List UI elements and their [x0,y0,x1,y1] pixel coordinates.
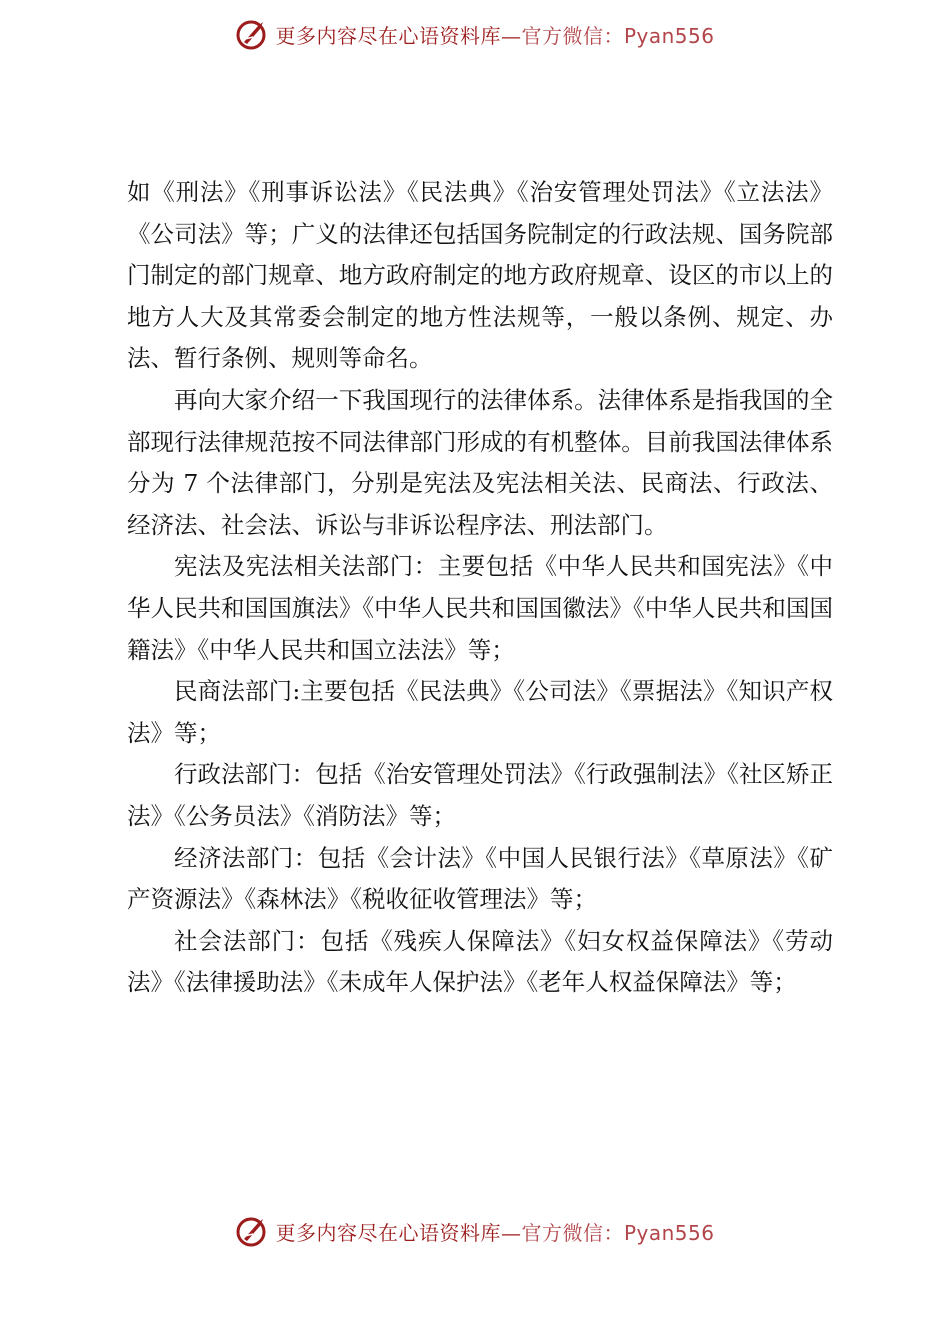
paragraph-7: 社会法部门：包括《残疾人保障法》《妇女权益保障法》《劳动法》《法律援助法》《未成年人保护法》《老年人权益保障法》等； [127,926,833,997]
footer-banner [0,1211,950,1251]
paragraph-1: 如《刑法》《刑事诉讼法》《民法典》《治安管理处罚法》《立法法》《公司法》等；广义的法律还包括国务院制定的行政法规、国务院部门制定的部门规章、地方政府制定的地方政府规章、设区的市以上的地方人大及其常委会制定的地方性法规等，一般以条例、规定、办法、暂行条例、规则等命名。 [127,178,833,373]
banner-text [275,20,714,49]
paragraph-2: 再向大家介绍一下我国现行的法律体系。法律体系是指我国的全部现行法律规范按不同法律部门形成的有机整体。目前我国法律体系分为 7 个法律部门，分别是宪法及宪法相关法、民商法、行政法、经济法、社会法、诉讼与非诉讼程序法、刑法部门。 [127,385,833,539]
paragraph-5: 行政法部门：包括《治安管理处罚法》《行政强制法》《社区矫正法》《公务员法》《消防法》等； [127,760,833,830]
paragraph-4: 民商法部门:主要包括《民法典》《公司法》《票据法》《知识产权法》等； [127,677,833,747]
quill-logo-icon [235,1214,269,1248]
banner-wechat-text: 官方微信：Pyan556 [521,1220,715,1245]
paragraph-6: 经济法部门：包括《会计法》《中国人民银行法》《草原法》《矿产资源法》《森林法》《税收征收管理法》等； [127,843,833,914]
banner-wechat-text: 官方微信：Pyan556 [521,23,715,48]
paragraph-3: 宪法及宪法相关法部门：主要包括《中华人民共和国宪法》《中华人民共和国国旗法》《中华人民共和国国徽法》《中华人民共和国国籍法》《中华人民共和国立法法》等； [127,552,833,664]
banner-main-text: 更多内容尽在心语资料库— [275,23,522,48]
document-body [127,172,833,1004]
header-banner [0,14,950,54]
banner-main-text: 更多内容尽在心语资料库— [275,1220,522,1245]
banner-text [275,1217,714,1246]
quill-logo-icon [235,17,269,51]
